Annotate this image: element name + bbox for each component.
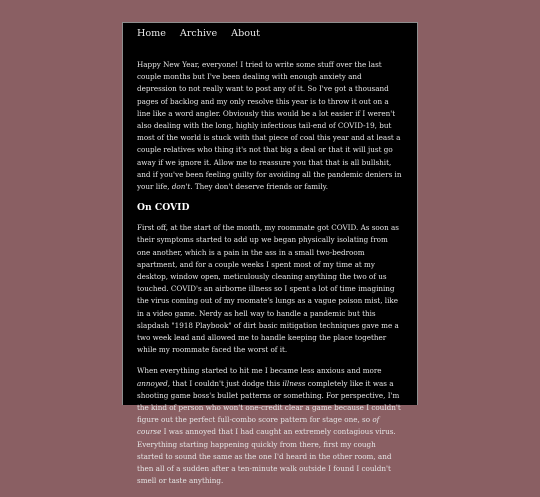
covid-paragraph-1: First off, at the start of the month, my roommate got COVID. As soon as their symptoms started to add up we began physically isolating from one another, which is a pain in the ass in a small two-bedroom apartment, and for a couple weeks I spent most of my time at my desktop, window open, meticulously cleaning anything the two of us touched. COVID's an airborne illness so I spent a lot of time imagining the virus coming out of my roomate's lungs as a vague poison mist, like in a video game. Nerdy as hell way to handle a pandemic but this slapdash "1918 Playbook" of dirt basic mitigation techniques gave me a two week lead and allowed me to handle keeping the place together while my roommate faced the worst of it. (137, 223, 399, 355)
p3-text-a: When everything started to hit me I became less anxious and more (137, 366, 382, 376)
p3-text-c: completely like it was a shooting game boss's bullet patterns or something. For perspective, I'm the kind of person who won't one-credit clear a game because I couldn't figure out the perfect full-combo score pattern for stage one, so (137, 378, 401, 425)
intro-text-end: They don't deserve friends or family. (192, 182, 329, 192)
intro-text: Happy New Year, everyone! I tried to write some stuff over the last couple months but I've been dealing with enough anxiety and depression to not really want to post any of it. So I've got a thousand pages of backlog and my only resolve this year is to throw it out on a line like a word angler. Obviously this would be a lot easier if I weren't also dealing with the long, highly infectious tail-end of COVID-19, but most of the world is stuck with that piece of coal this year and at least a couple relatives who thing it's not that big a deal or that it will just go away if we ignore it. Allow me to reassure you that that is all bullshit, and if you've been feeling guilty for avoiding all the pandemic deniers in your life, (137, 60, 402, 192)
covid-paragraph-2 (137, 365, 403, 487)
top-nav (137, 28, 260, 40)
p3-text-b: that I couldn't just dodge this (170, 378, 283, 388)
intro-paragraph (137, 59, 403, 193)
nav-about-link[interactable]: About (231, 28, 261, 39)
p3-text-d: I was annoyed that I had caught an extremely contagious virus. Everything starting happening quickly from there, first my cough started to sound the same as the one I'd heard in the other room, and then all of a sudden after a ten-minute walk outside I found I couldn't smell or taste anything. (137, 427, 396, 486)
section-heading-covid: On COVID (137, 202, 190, 214)
page-container (122, 22, 418, 486)
intro-emphasis: don't. (171, 182, 193, 192)
p3-emphasis-illness: illness (282, 378, 306, 388)
nav-archive-link[interactable]: Archive (179, 28, 218, 39)
p3-emphasis-annoyed: annoyed, (137, 378, 171, 388)
nav-home-link[interactable]: Home (137, 28, 166, 39)
post-content (137, 59, 403, 497)
p3-emphasis-of-course: of course (137, 415, 380, 437)
